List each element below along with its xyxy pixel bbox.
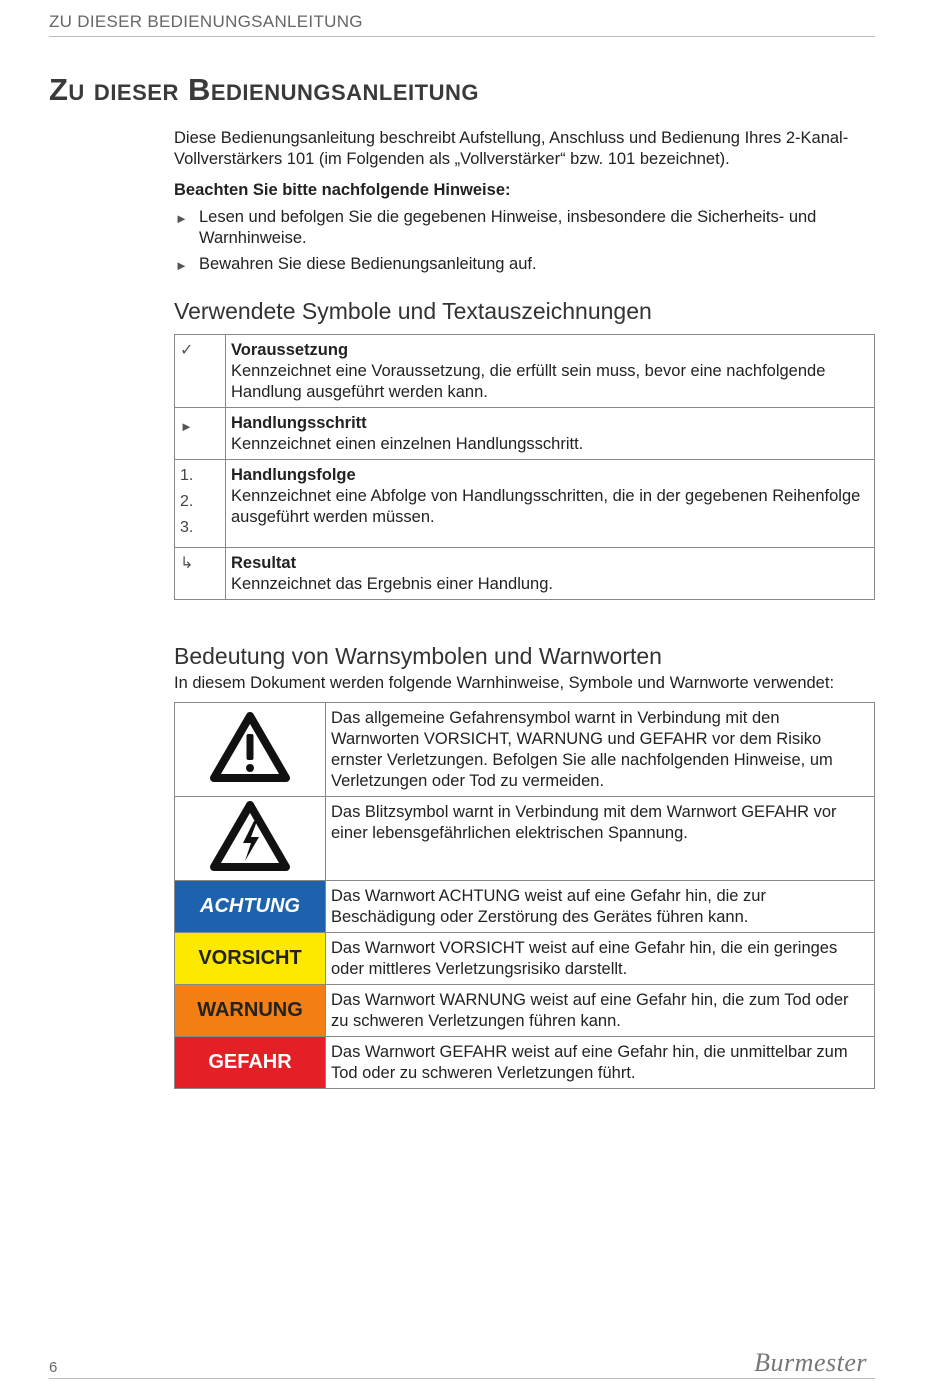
symbol-desc-cell [226, 548, 875, 600]
symbol-desc: Kennzeichnet eine Abfolge von Handlungsschritten, die in der gegebenen Reihenfolge ausgeführt werden müssen. [231, 487, 861, 526]
table-row [175, 1037, 875, 1089]
symbol-desc-cell [226, 335, 875, 408]
running-header: ZU DIESER BEDIENUNGSANLEITUNG [49, 12, 875, 37]
symbol-desc-cell [226, 408, 875, 460]
notes-list [174, 207, 875, 275]
warning-triangle-icon [210, 712, 290, 782]
electric-hazard-icon [210, 801, 290, 871]
page-title: Zu dieser Bedienungsanleitung [49, 72, 479, 107]
warning-triangle-icon [175, 703, 326, 797]
signal-word-vorsicht: VORSICHT [175, 933, 326, 985]
arrow-right-icon: ► [175, 258, 188, 273]
table-row [175, 933, 875, 985]
symbols-table [174, 334, 875, 600]
symbol-desc: Kennzeichnet das Ergebnis einer Handlung. [231, 575, 553, 593]
table-row [175, 985, 875, 1037]
table-row [175, 460, 875, 548]
warning-desc: Das allgemeine Gefahrensymbol warnt in Verbindung mit den Warnworten VORSICHT, WARNUNG und GEFAHR vor dem Risiko ernster Verletzungen. Befolgen Sie alle nachfolgenden Hinweise, um Verletzungen oder Tod zu vermeiden. [326, 703, 875, 797]
page-number: 6 [49, 1359, 58, 1376]
intro-paragraph: Diese Bedienungsanleitung beschreibt Aufstellung, Anschluss und Bedienung Ihres 2-Kanal-Vollverstärkers 101 (im Folgenden als „Vollverstärker“ bzw. 101 bezeichnet). [174, 129, 849, 168]
warning-desc: Das Warnwort GEFAHR weist auf eine Gefahr hin, die unmittelbar zum Tod oder zu schweren Verletzungen führt. [326, 1037, 875, 1089]
table-row [175, 881, 875, 933]
table-row [175, 335, 875, 408]
warning-desc: Das Blitzsymbol warnt in Verbindung mit dem Warnwort GEFAHR vor einer lebensgefährlichen elektrischen Spannung. [326, 797, 875, 881]
signal-word-achtung: ACHTUNG [175, 881, 326, 933]
table-row [175, 797, 875, 881]
main-content [174, 128, 875, 1089]
arrow-right-icon: ► [175, 211, 188, 226]
list-item: ► Bewahren Sie diese Bedienungsanleitung auf. [174, 254, 875, 275]
list-item: ► Lesen und befolgen Sie die gegebenen Hinweise, insbesondere die Sicherheits- und Warnhinweise. [175, 208, 817, 247]
warnings-heading: Bedeutung von Warnsymbolen und Warnworten [174, 643, 662, 669]
symbol-desc: Kennzeichnet eine Voraussetzung, die erfüllt sein muss, bevor eine nachfolgende Handlung ausgeführt werden kann. [231, 362, 826, 401]
warning-desc: Das Warnwort WARNUNG weist auf eine Gefahr hin, die zum Tod oder zu schweren Verletzungen führen kann. [326, 985, 875, 1037]
warnings-intro: In diesem Dokument werden folgende Warnhinweise, Symbole und Warnworte verwendet: [174, 674, 835, 692]
table-row [175, 703, 875, 797]
step-number: 1. [180, 467, 194, 484]
symbols-heading: Verwendete Symbole und Textauszeichnungen [174, 298, 652, 324]
numbered-steps [175, 460, 226, 548]
signal-word-gefahr: GEFAHR [175, 1037, 326, 1089]
table-row [175, 408, 875, 460]
symbol-term: Voraussetzung [231, 341, 349, 359]
table-row [175, 548, 875, 600]
brand-logo: Burmester [754, 1348, 867, 1377]
symbol-term: Handlungsfolge [231, 466, 356, 484]
warnings-table [174, 702, 875, 1089]
symbol-desc-cell [226, 460, 875, 548]
symbol-term: Resultat [231, 554, 297, 572]
arrow-right-icon: ► [175, 408, 226, 460]
step-number: 3. [180, 519, 194, 536]
warning-desc: Das Warnwort ACHTUNG weist auf eine Gefahr hin, die zur Beschädigung oder Zerstörung des Gerätes führen kann. [326, 881, 875, 933]
electric-hazard-icon [175, 797, 326, 881]
notes-heading: Beachten Sie bitte nachfolgende Hinweise: [174, 181, 511, 199]
symbol-desc: Kennzeichnet einen einzelnen Handlungsschritt. [231, 435, 584, 453]
signal-word-warnung: WARNUNG [175, 985, 326, 1037]
symbol-term: Handlungsschritt [231, 414, 367, 432]
result-arrow-icon: ↳ [175, 548, 226, 600]
page-footer [49, 1348, 875, 1379]
step-number: 2. [180, 493, 194, 510]
checkmark-icon: ✓ [175, 335, 226, 408]
warning-desc: Das Warnwort VORSICHT weist auf eine Gefahr hin, die ein geringes oder mittleres Verletzungsrisiko darstellt. [326, 933, 875, 985]
